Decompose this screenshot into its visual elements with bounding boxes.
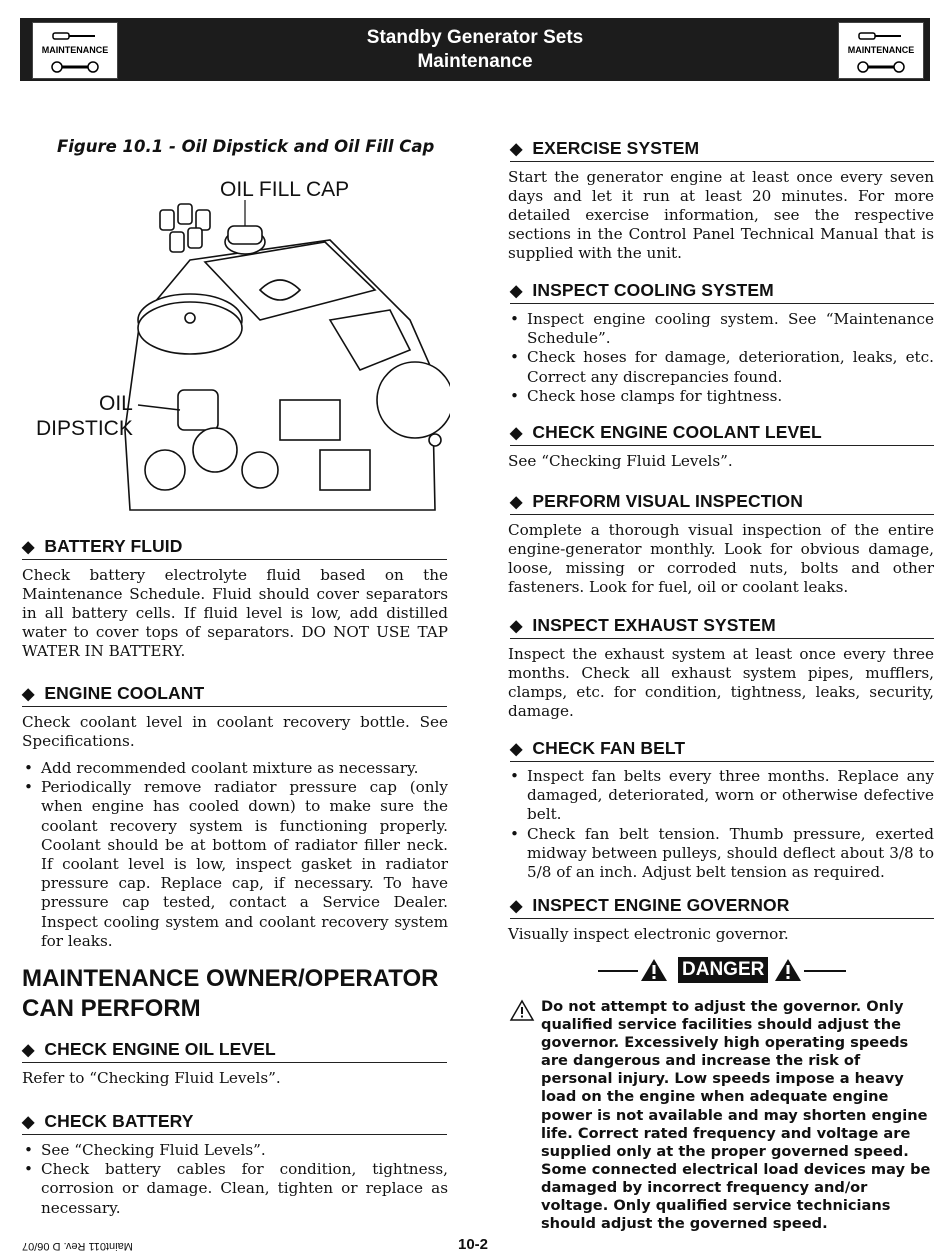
list-item: • Inspect fan belts every three months. Replace any damaged, deteriorated, worn or otherwise defective belt.: [508, 767, 934, 825]
page-number: 10-2: [458, 1236, 489, 1253]
heading-fan-belt: ◆ CHECK FAN BELT: [510, 738, 934, 762]
list-item: • Inspect engine cooling system. See “Maintenance Schedule”.: [508, 310, 934, 348]
warning-icon: [640, 957, 668, 983]
danger-label: DANGER: [678, 957, 768, 983]
heading-engine-governor: ◆ INSPECT ENGINE GOVERNOR: [510, 895, 934, 919]
engine-coolant-list: [22, 759, 448, 951]
check-oil-text: Refer to “Checking Fluid Levels”.: [22, 1069, 281, 1087]
screwdriver-icon: [857, 27, 905, 45]
engine-figure: [30, 170, 450, 515]
list-item: • Check hose clamps for tightness.: [508, 387, 934, 406]
label-dipstick: DIPSTICK: [36, 417, 133, 440]
heading-engine-coolant: ◆ ENGINE COOLANT: [22, 683, 447, 707]
label-oil-fill-cap: OIL FILL CAP: [220, 178, 350, 201]
section-title: [22, 964, 438, 1024]
heading-check-battery: ◆ CHECK BATTERY: [22, 1111, 447, 1135]
danger-banner: [598, 955, 846, 987]
figure-caption: Figure 10.1 - Oil Dipstick and Oil Fill Cap: [57, 137, 435, 156]
section-title-line2: CAN PERFORM: [22, 995, 201, 1022]
danger-text: Do not attempt to adjust the governor. Only qualified service facilities should adjust the governor. Excessively high operating speeds are dangerous and increase the risk of personal injury. Low speeds impose a heavy load on the engine when adequate engine power is not available and may shorten engine life. Correct rated frequency and voltage are supplied only at the proper governed speed. Some connected electrical load devices may be damaged by incorrect frequency and/or voltage. Only qualified service technicians should adjust the governed speed.: [541, 998, 931, 1233]
revision-code: Maint011 Rev. D 06/07: [22, 1240, 133, 1252]
heading-coolant-level: ◆ CHECK ENGINE COOLANT LEVEL: [510, 422, 934, 446]
badge-label: MAINTENANCE: [41, 45, 109, 55]
heading-exhaust-system: ◆ INSPECT EXHAUST SYSTEM: [510, 615, 934, 639]
label-oil: OIL: [99, 392, 133, 415]
header-title-line2: Maintenance: [417, 51, 533, 72]
heading-battery-fluid: ◆ BATTERY FLUID: [22, 536, 447, 560]
header-title-line1: Standby Generator Sets: [366, 27, 584, 48]
governor-text: Visually inspect electronic governor.: [508, 925, 789, 943]
visual-text: Complete a thorough visual inspection of the entire engine-generator monthly. Look for obvious damage, loose, missing or corroded nuts, bolts and other fasteners. Look for fuel, oil or coolant leaks.: [508, 521, 934, 596]
badge-label: MAINTENANCE: [847, 45, 915, 55]
heading-cooling-system: ◆ INSPECT COOLING SYSTEM: [510, 280, 934, 304]
wrench-icon: [857, 59, 905, 75]
heading-exercise-system: ◆ EXERCISE SYSTEM: [510, 138, 934, 162]
fan-belt-list: [508, 767, 934, 882]
list-item: • Check battery cables for condition, tightness, corrosion or damage. Clean, tighten or replace as necessary.: [22, 1160, 448, 1218]
exhaust-text: Inspect the exhaust system at least once every three months. Check all exhaust system pipes, mufflers, clamps, etc. for condition, tightness, leaks, security, damage.: [508, 645, 934, 720]
list-item: • Check hoses for damage, deterioration, leaks, etc. Correct any discrepancies found.: [508, 348, 934, 386]
engine-coolant-text: Check coolant level in coolant recovery bottle. See Specifications.: [22, 713, 448, 750]
list-item: • Periodically remove radiator pressure cap (only when engine has cooled down) to make sure the coolant recovery system is functioning properly. Coolant should be at bottom of radiator filler neck. If coolant level is low, inspect gasket in radiator pressure cap. Replace cap, if necessary. To have pressure cap tested, contact a Service Dealer. Inspect cooling system and coolant recovery system for leaks.: [22, 778, 448, 951]
header-title: [20, 26, 930, 74]
danger-rule-right: [804, 970, 846, 972]
list-item: • Add recommended coolant mixture as necessary.: [22, 759, 448, 778]
heading-visual-inspection: ◆ PERFORM VISUAL INSPECTION: [510, 491, 934, 515]
caution-icon: [509, 999, 535, 1023]
heading-check-oil: ◆ CHECK ENGINE OIL LEVEL: [22, 1039, 447, 1063]
list-item: • Check fan belt tension. Thumb pressure, exerted midway between pulleys, should deflect about 3/8 to 5/8 of an inch. Adjust belt tension as required.: [508, 825, 934, 883]
page-header: [20, 18, 930, 81]
danger-rule-left: [598, 970, 638, 972]
cooling-list: [508, 310, 934, 406]
list-item: • See “Checking Fluid Levels”.: [22, 1141, 448, 1160]
check-battery-list: [22, 1141, 448, 1218]
engine-illustration: [30, 170, 450, 515]
section-title-line1: MAINTENANCE OWNER/OPERATOR: [22, 965, 439, 992]
coolant-level-text: See “Checking Fluid Levels”.: [508, 452, 733, 470]
exercise-text: Start the generator engine at least once every seven days and let it run at least 20 minutes. For more detailed exercise information, see the respective sections in the Control Panel Technical Manual that is supplied with the unit.: [508, 168, 934, 262]
maintenance-badge-right: [838, 22, 924, 79]
warning-icon: [774, 957, 802, 983]
battery-fluid-text: Check battery electrolyte fluid based on the Maintenance Schedule. Fluid should cover separators in all battery cells. If fluid level is low, add distilled water to cover tops of separators. DO NOT USE TAP WATER IN BATTERY.: [22, 566, 448, 660]
